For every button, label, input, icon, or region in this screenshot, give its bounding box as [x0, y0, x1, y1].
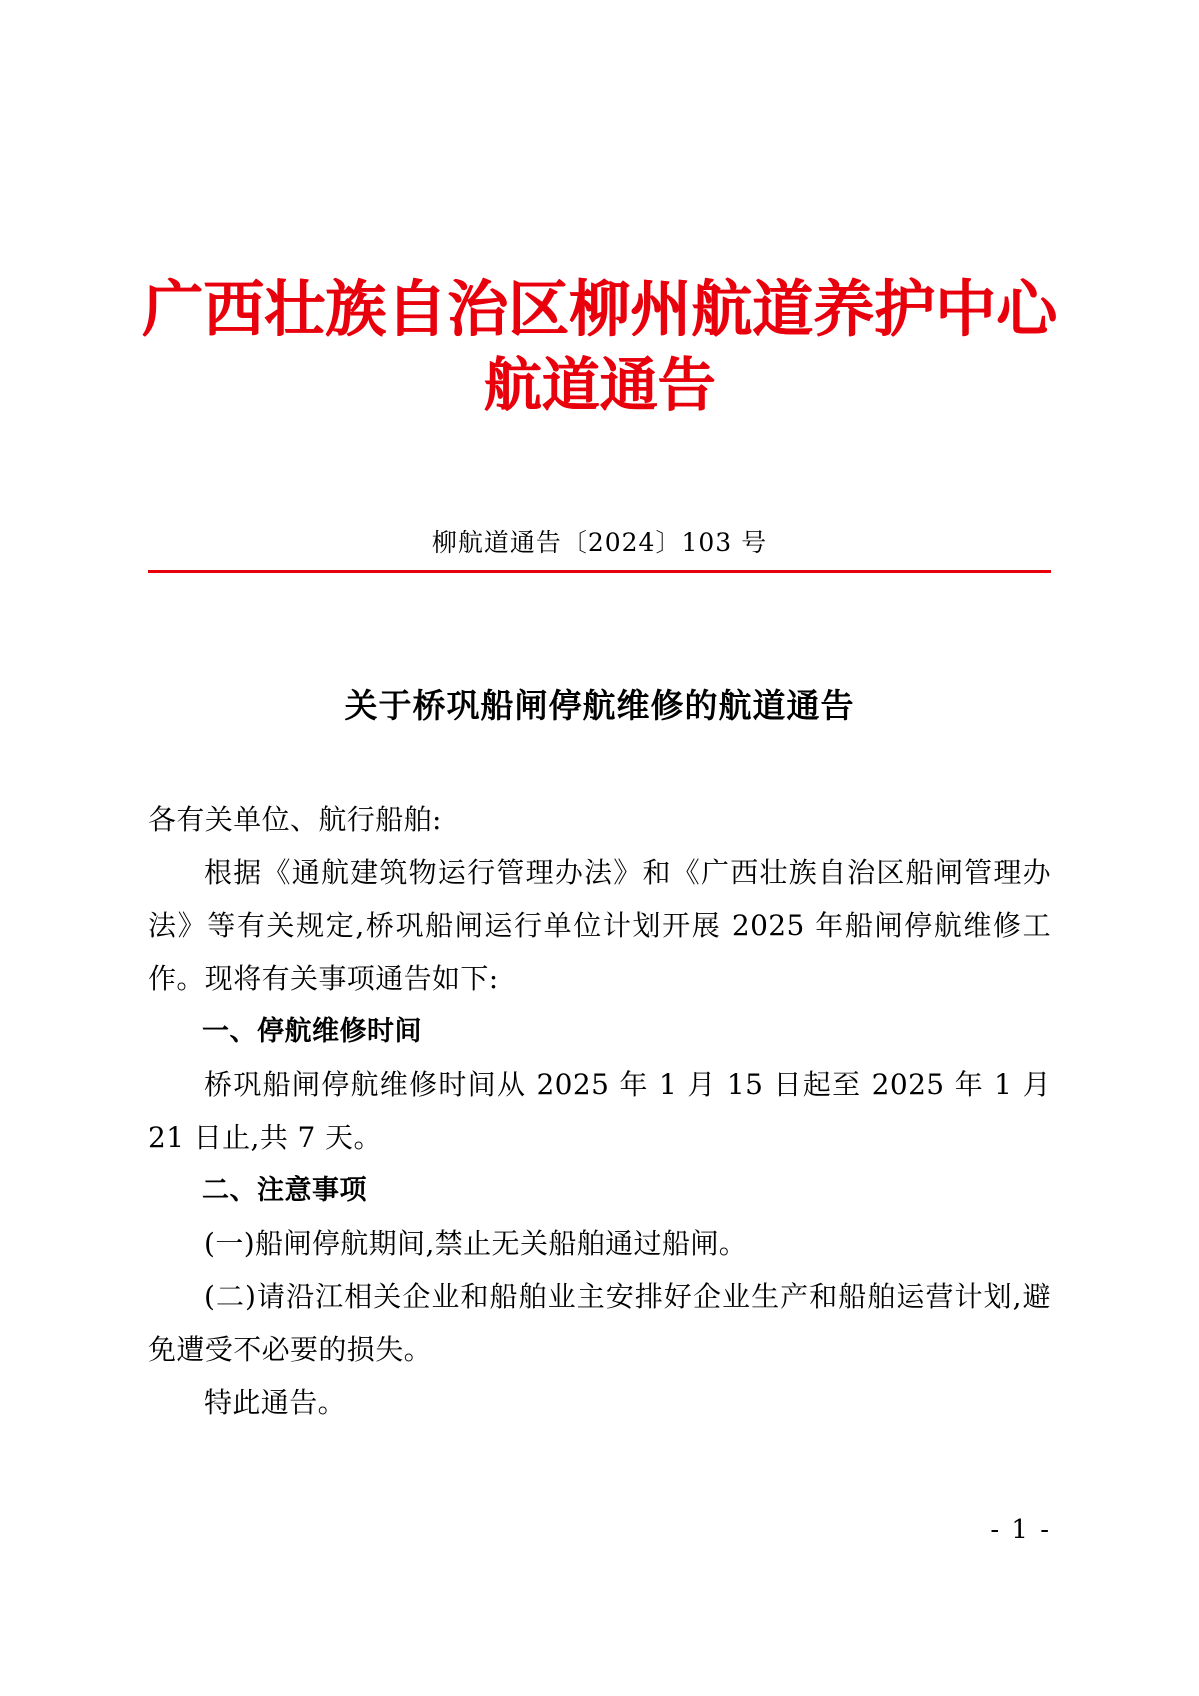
- document-body: [148, 793, 1051, 1429]
- section-2-item-1: (一)船闸停航期间,禁止无关船舶通过船闸。: [204, 1227, 748, 1260]
- masthead: [0, 272, 1199, 422]
- preamble-paragraph: 根据《通航建筑物运行管理办法》和《广西壮族自治区船闸管理办法》等有关规定,桥巩船闸运行单位计划开展 2025 年船闸停航维修工作。现将有关事项通告如下:: [148, 856, 1051, 995]
- section-2-heading: 二、注意事项: [202, 1175, 367, 1206]
- subject-title: 关于桥巩船闸停航维修的航道通告: [344, 686, 855, 725]
- salutation: 各有关单位、航行船舶:: [148, 803, 442, 836]
- document-number: 柳航道通告〔2024〕103 号: [431, 528, 768, 557]
- document-type-line: 航道通告: [483, 351, 716, 419]
- section-1-paragraph: 桥巩船闸停航维修时间从 2025 年 1 月 15 日起至 2025 年 1 月 21 日止,共 7 天。: [148, 1068, 1051, 1154]
- section-1-heading: 一、停航维修时间: [202, 1016, 422, 1047]
- section-2-item-2: (二)请沿江相关企业和船舶业主安排好企业生产和船舶运营计划,避免遭受不必要的损失。: [148, 1280, 1051, 1366]
- page-number: - 1 -: [990, 1515, 1051, 1545]
- issuing-authority-line: 广西壮族自治区柳州航道养护中心: [141, 274, 1057, 345]
- closing-statement: 特此通告。: [204, 1386, 347, 1419]
- red-divider-rule: [148, 570, 1051, 573]
